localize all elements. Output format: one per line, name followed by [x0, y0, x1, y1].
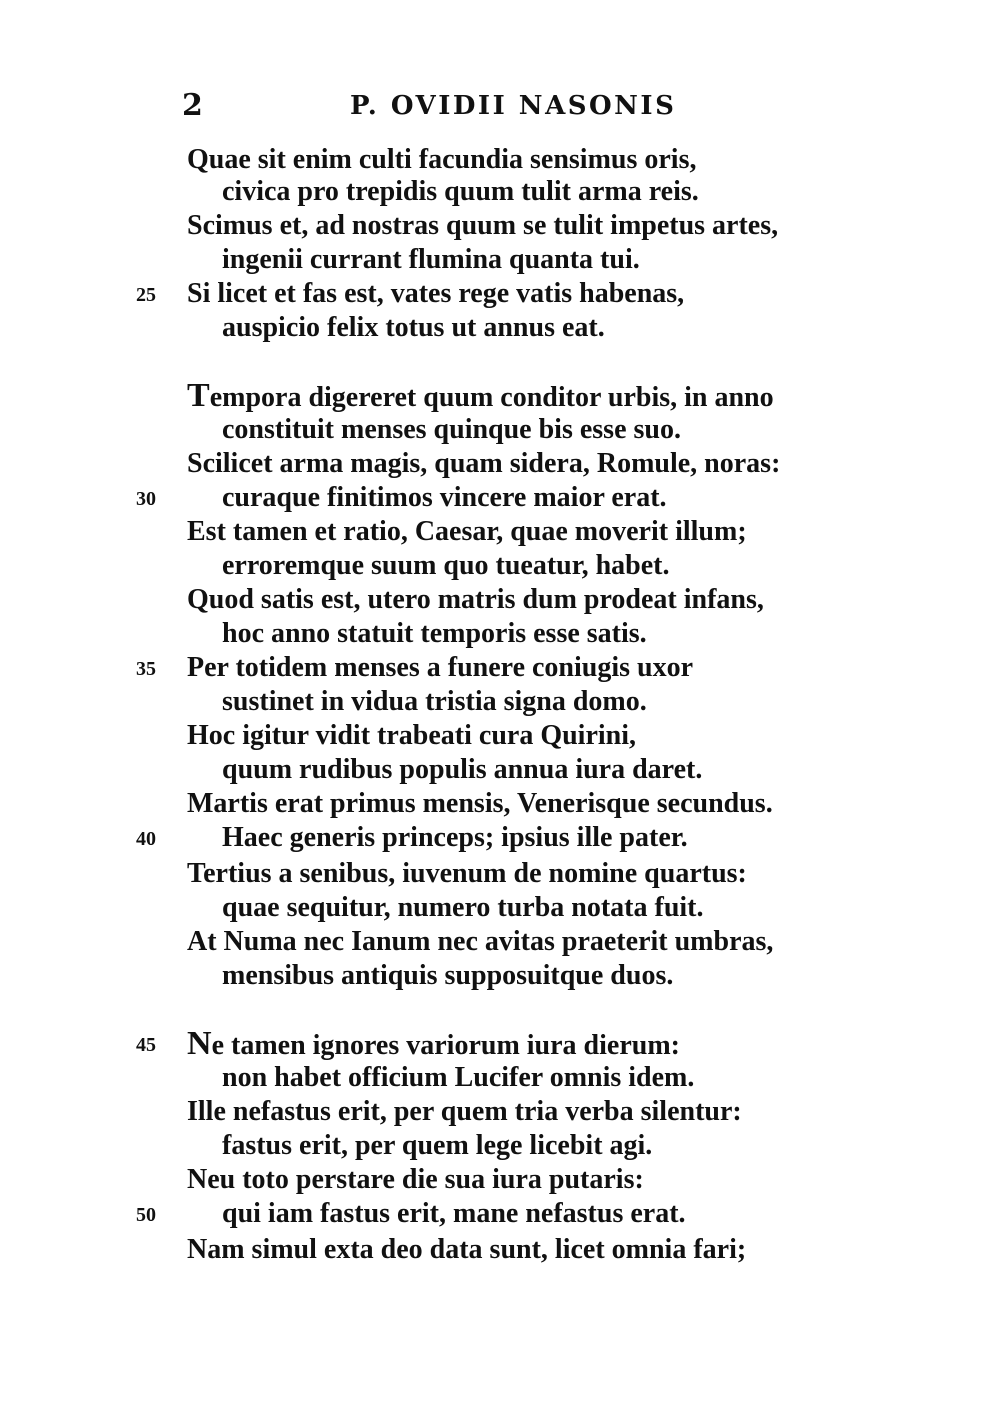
- line-number: 50: [136, 1204, 156, 1226]
- verse-text: Quod satis est, utero matris dum prodeat infans,: [187, 584, 764, 615]
- verse-text: erroremque suum quo tueatur, habet.: [222, 550, 670, 581]
- verse-text: non habet officium Lucifer omnis idem.: [222, 1062, 695, 1093]
- verse-text: Per totidem menses a funere coniugis uxor: [187, 652, 694, 683]
- line-number: 35: [136, 658, 156, 680]
- verse-text: mensibus antiquis supposuitque duos.: [222, 960, 674, 991]
- verse-text: Hoc igitur vidit trabeati cura Quirini,: [187, 720, 637, 751]
- verse-text: Tertius a senibus, iuvenum de nomine quartus:: [187, 858, 747, 889]
- verse-text: Nam simul exta deo data sunt, licet omnia fari;: [187, 1234, 747, 1265]
- verse-text: hoc anno statuit temporis esse satis.: [222, 618, 647, 649]
- verse-text: constituit menses quinque bis esse suo.: [222, 414, 681, 445]
- verse-text: Scimus et, ad nostras quum se tulit impetus artes,: [187, 210, 779, 241]
- line-number: 40: [136, 828, 156, 850]
- verse-text: Si licet et fas est, vates rege vatis habenas,: [187, 278, 685, 309]
- verse-text: ingenii currant flumina quanta tui.: [222, 244, 640, 275]
- verse-text: auspicio felix totus ut annus eat.: [222, 312, 605, 343]
- verse-text: curaque finitimos vincere maior erat.: [222, 482, 667, 513]
- verse-text: Martis erat primus mensis, Venerisque secundus.: [187, 788, 773, 819]
- page-header: [0, 86, 1000, 126]
- verse-text: quum rudibus populis annua iura daret.: [222, 754, 703, 785]
- verse-text: Est tamen et ratio, Caesar, quae moverit illum;: [187, 516, 747, 547]
- line-number: 45: [136, 1034, 156, 1056]
- verse-text: Ille nefastus erit, per quem tria verba silentur:: [187, 1096, 742, 1127]
- verse-text: Tempora digereret quum conditor urbis, in anno: [187, 377, 774, 414]
- verse-text: Scilicet arma magis, quam sidera, Romule, noras:: [187, 448, 781, 479]
- verse-text: civica pro trepidis quum tulit arma reis.: [222, 176, 699, 207]
- verse-text: Neu toto perstare die sua iura putaris:: [187, 1164, 644, 1195]
- verse-text: At Numa nec Ianum nec avitas praeterit umbras,: [187, 926, 774, 957]
- running-head: P. OVIDII NASONIS: [350, 91, 677, 121]
- line-number: 25: [136, 284, 156, 306]
- verse-text: Haec generis princeps; ipsius ille pater.: [222, 822, 688, 853]
- verse-text: fastus erit, per quem lege licebit agi.: [222, 1130, 653, 1161]
- verse-text: sustinet in vidua tristia signa domo.: [222, 686, 647, 717]
- verse-text: qui iam fastus erit, mane nefastus erat.: [222, 1198, 686, 1229]
- line-number: 30: [136, 488, 156, 510]
- verse-text: Ne tamen ignores variorum iura dierum:: [187, 1025, 680, 1062]
- verse-text: quae sequitur, numero turba notata fuit.: [222, 892, 704, 923]
- verse-text: Quae sit enim culti facundia sensimus oris,: [187, 144, 697, 175]
- page-number: 2: [182, 88, 203, 123]
